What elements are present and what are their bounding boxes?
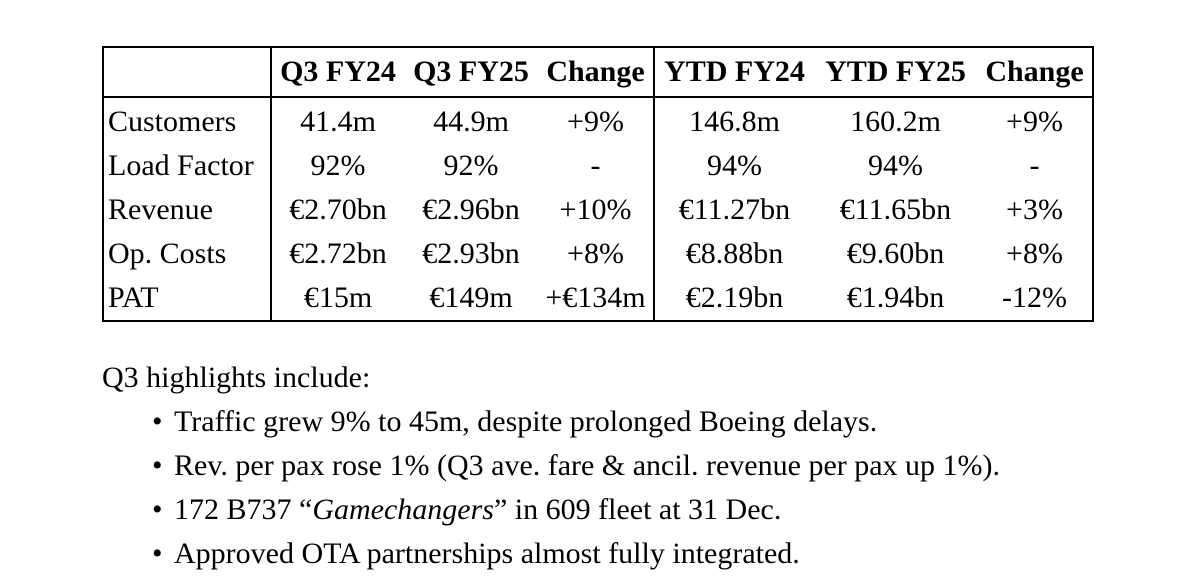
cell-q3-fy24: 41.4m bbox=[300, 105, 376, 138]
header-ytd-change: Change bbox=[977, 47, 1093, 97]
cell-q3-change: - bbox=[538, 144, 654, 188]
cell-q3-change: +€134m bbox=[538, 276, 654, 321]
cell-q3-fy24: €2.72bn bbox=[289, 237, 387, 270]
cell-q3-change: +10% bbox=[538, 188, 654, 232]
cell-ytd-fy24: 146.8m bbox=[689, 105, 780, 138]
list-item bbox=[152, 444, 1000, 488]
highlight-text: Approved OTA partnerships almost fully integrated. bbox=[174, 537, 800, 570]
highlight-text-italic: Gamechangers bbox=[312, 493, 494, 526]
table-row bbox=[103, 188, 1093, 232]
header-q3-fy24: Q3 FY24 bbox=[271, 47, 404, 97]
cell-ytd-fy24: 94% bbox=[707, 149, 762, 182]
bullet-icon: • bbox=[152, 405, 163, 438]
header-blank-cell bbox=[103, 47, 271, 97]
cell-ytd-change: +8% bbox=[1006, 237, 1063, 270]
table-row bbox=[103, 232, 1093, 276]
highlight-text: Traffic grew 9% to 45m, despite prolonged Boeing delays. bbox=[174, 405, 878, 438]
bullet-icon: • bbox=[152, 537, 163, 570]
table-row bbox=[103, 276, 1093, 321]
highlights-list bbox=[102, 400, 1000, 576]
header-q3-fy25: Q3 FY25 bbox=[404, 47, 538, 97]
row-metric-label: PAT bbox=[103, 276, 271, 321]
table-row bbox=[103, 97, 1093, 144]
cell-ytd-change: - bbox=[1029, 149, 1040, 182]
cell-q3-fy25: €2.93bn bbox=[422, 237, 520, 270]
cell-ytd-fy25: €1.94bn bbox=[846, 281, 945, 314]
cell-ytd-fy25: 160.2m bbox=[850, 105, 941, 138]
cell-q3-fy24: 92% bbox=[310, 149, 366, 182]
bullet-icon: • bbox=[152, 449, 163, 482]
cell-q3-change: +9% bbox=[538, 97, 654, 144]
cell-q3-fy25: 92% bbox=[443, 149, 499, 182]
header-ytd-fy24: YTD FY24 bbox=[654, 47, 814, 97]
list-item bbox=[152, 488, 1000, 532]
table-header-row bbox=[103, 47, 1093, 97]
cell-q3-fy24: €2.70bn bbox=[289, 193, 387, 226]
header-q3-change: Change bbox=[538, 47, 654, 97]
cell-ytd-change: +9% bbox=[1006, 105, 1063, 138]
cell-ytd-fy24: €8.88bn bbox=[685, 237, 784, 270]
cell-ytd-fy24: €11.27bn bbox=[678, 193, 791, 226]
list-item bbox=[152, 532, 1000, 576]
cell-q3-change: +8% bbox=[538, 232, 654, 276]
table-row bbox=[103, 144, 1093, 188]
cell-q3-fy25: 44.9m bbox=[433, 105, 509, 138]
cell-ytd-change: +3% bbox=[1006, 193, 1063, 226]
bullet-icon: • bbox=[152, 493, 163, 526]
results-table bbox=[102, 46, 1094, 322]
cell-ytd-fy25: €9.60bn bbox=[846, 237, 945, 270]
highlight-text: Rev. per pax rose 1% (Q3 ave. fare & ancil. revenue per pax up 1%). bbox=[174, 449, 1001, 482]
row-metric-label: Load Factor bbox=[103, 144, 271, 188]
cell-ytd-fy25: €11.65bn bbox=[839, 193, 952, 226]
cell-q3-fy25: €2.96bn bbox=[422, 193, 520, 226]
cell-q3-fy25: €149m bbox=[429, 281, 513, 314]
highlight-text-pre: 172 B737 “ bbox=[174, 493, 313, 526]
cell-ytd-fy24: €2.19bn bbox=[685, 281, 784, 314]
row-metric-label: Op. Costs bbox=[103, 232, 271, 276]
row-metric-label: Customers bbox=[103, 97, 271, 144]
cell-ytd-fy25: 94% bbox=[868, 149, 923, 182]
highlights-title: Q3 highlights include: bbox=[102, 361, 371, 394]
highlights-section bbox=[102, 356, 1000, 576]
cell-ytd-change: -12% bbox=[1002, 281, 1067, 314]
row-metric-label: Revenue bbox=[103, 188, 271, 232]
header-ytd-fy25: YTD FY25 bbox=[814, 47, 977, 97]
highlight-text-post: ” in 609 fleet at 31 Dec. bbox=[493, 493, 782, 526]
cell-q3-fy24: €15m bbox=[303, 281, 373, 314]
list-item bbox=[152, 400, 1000, 444]
